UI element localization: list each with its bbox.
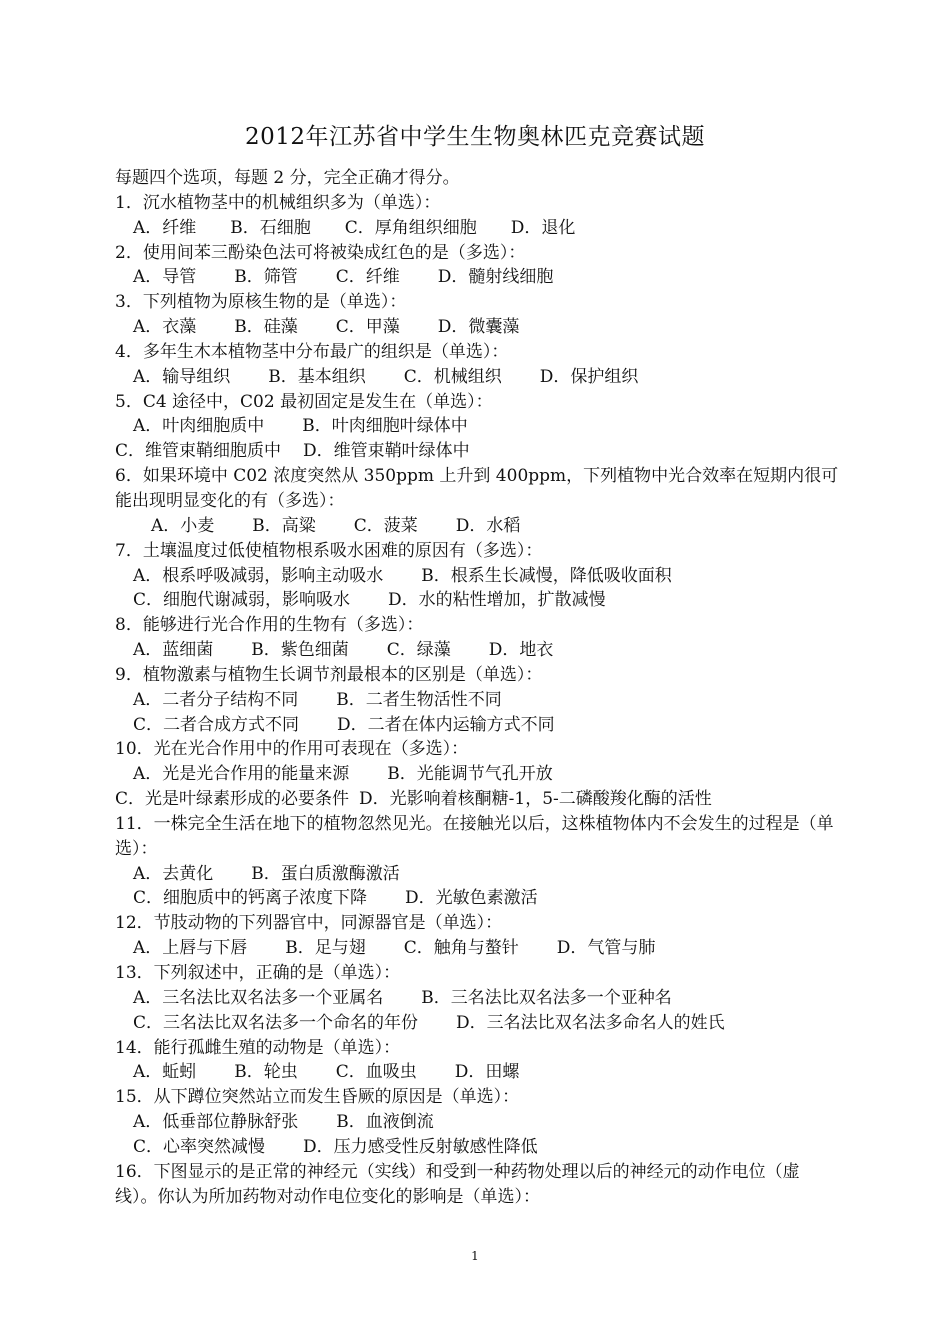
option-c: C．绿藻 [386, 640, 451, 661]
option-d: D．维管束鞘叶绿体中 [303, 441, 470, 462]
option-b: B．光能调节气孔开放 [387, 764, 553, 785]
question-9-options-row1 [115, 688, 840, 713]
option-c: C．血吸虫 [335, 1062, 417, 1083]
option-c: C．光是叶绿素形成的必要条件 [115, 789, 350, 810]
option-c: C．菠菜 [353, 515, 418, 536]
question-11-options-row2 [115, 886, 840, 911]
question-12-options [115, 936, 840, 961]
question-8-options [115, 638, 840, 663]
option-b: B．三名法比双名法多一个亚种名 [421, 987, 672, 1008]
question-3-options [115, 315, 840, 340]
question-4-options [115, 365, 840, 390]
question-2-options [115, 265, 840, 290]
option-a: A．衣藻 [133, 317, 197, 338]
question-15-options-row1 [115, 1110, 840, 1135]
option-d: D．光影响着核酮糖-1，5-二磷酸羧化酶的活性 [359, 789, 712, 810]
option-c: C．心率突然减慢 [133, 1136, 266, 1157]
option-c: C．维管束鞘细胞质中 [115, 441, 282, 462]
question-13-options-row1 [115, 986, 840, 1011]
option-b: B．基本组织 [268, 366, 366, 387]
option-a: A．光是光合作用的能量来源 [133, 764, 350, 785]
option-b: B．足与翅 [285, 938, 366, 959]
option-d: D．髓射线细胞 [437, 267, 554, 288]
question-8-stem: 8．能够进行光合作用的生物有（多选）： [115, 615, 424, 636]
question-4-stem: 4．多年生木本植物茎中分布最广的组织是（单选）： [115, 341, 509, 362]
question-5-options-row1 [115, 414, 840, 439]
option-a: A．蚯蚓 [133, 1062, 197, 1083]
question-14-stem: 14．能行孤雌生殖的动物是（单选）： [115, 1037, 401, 1058]
question-10-stem: 10．光在光合作用中的作用可表现在（多选）： [115, 739, 469, 760]
intro-text: 每题四个选项，每题 2 分，完全正确才得分。 [115, 168, 460, 188]
option-a: A．导管 [133, 267, 197, 288]
question-list [115, 166, 840, 1209]
option-c: C．机械组织 [403, 366, 502, 387]
option-a: A．纤维 [133, 217, 197, 238]
option-c: C．细胞质中的钙离子浓度下降 [133, 888, 368, 909]
option-d: D．气管与肺 [556, 938, 656, 959]
option-d: D．光敏色素激活 [405, 888, 538, 909]
option-d: D．二者在体内运输方式不同 [337, 714, 555, 735]
option-d: D．保护组织 [539, 366, 639, 387]
question-5-options-row2 [115, 439, 840, 464]
question-2-stem: 2．使用间苯三酚染色法可将被染成红色的是（多选）： [115, 242, 526, 263]
option-d: D．三名法比双名法多命名人的姓氏 [456, 1012, 725, 1033]
option-c: C．二者合成方式不同 [133, 714, 300, 735]
question-11-stem: 11．一株完全生活在地下的植物忽然见光。在接触光以后，这株植物体内不会发生的过程是（单选）： [115, 813, 834, 859]
option-c: C．甲藻 [335, 317, 400, 338]
option-b: B．血液倒流 [336, 1112, 434, 1133]
option-d: D．水的粘性增加，扩散减慢 [388, 590, 606, 611]
option-a: A．小麦 [151, 515, 215, 536]
question-13-stem: 13．下列叙述中，正确的是（单选）： [115, 963, 401, 983]
question-13-options-row2 [115, 1011, 840, 1036]
option-c: C．触角与螯针 [403, 938, 519, 959]
option-a: A．蓝细菌 [133, 640, 214, 661]
option-a: A．根系呼吸减弱，影响主动吸水 [133, 565, 384, 586]
question-9-options-row2 [115, 713, 840, 738]
option-c: C．纤维 [335, 267, 400, 288]
option-d: D．微囊藻 [437, 317, 520, 338]
option-d: D．退化 [510, 217, 576, 238]
option-d: D．水稻 [455, 515, 521, 536]
question-11-options-row1 [115, 862, 840, 887]
question-5-stem: 5．C4 途径中，C02 最初固定是发生在（单选）： [115, 391, 493, 412]
question-10-options-row2 [115, 787, 840, 812]
option-a: A．去黄化 [133, 863, 214, 884]
option-a: A．二者分子结构不同 [133, 689, 299, 710]
question-12-stem: 12．节肢动物的下列器官中，同源器官是（单选）： [115, 913, 503, 934]
question-9-stem: 9．植物激素与植物生长调节剂最根本的区别是（单选）： [115, 664, 543, 685]
question-16-stem: 16．下图显示的是正常的神经元（实线）和受到一种药物处理以后的神经元的动作电位（虚线）。你认为所加药物对动作电位变化的影响是（单选）： [115, 1161, 800, 1207]
option-b: B．蛋白质激酶激活 [251, 863, 400, 884]
option-a: A．叶肉细胞质中 [133, 416, 265, 437]
option-c: C．厚角组织细胞 [344, 217, 477, 238]
question-14-options [115, 1060, 840, 1085]
question-7-stem: 7．土壤温度过低使植物根系吸水困难的原因有（多选）： [115, 540, 543, 561]
question-10-options-row1 [115, 762, 840, 787]
question-1-stem: 1．沉水植物茎中的机械组织多为（单选）： [115, 192, 441, 213]
option-d: D．地衣 [488, 640, 554, 661]
option-c: C．三名法比双名法多一个命名的年份 [133, 1012, 419, 1033]
option-a: A．三名法比双名法多一个亚属名 [133, 987, 384, 1008]
option-a: A．低垂部位静脉舒张 [133, 1112, 299, 1133]
question-1-options [115, 216, 840, 241]
question-7-options-row2 [115, 588, 840, 613]
question-6-options [115, 514, 840, 539]
question-3-stem: 3．下列植物为原核生物的是（单选）： [115, 292, 407, 313]
option-b: B．筛管 [234, 267, 298, 288]
question-7-options-row1 [115, 564, 840, 589]
option-b: B．叶肉细胞叶绿体中 [302, 416, 468, 437]
option-a: A．上唇与下唇 [133, 938, 248, 959]
option-b: B．硅藻 [234, 317, 298, 338]
option-b: B．根系生长减慢，降低吸收面积 [421, 565, 672, 586]
page-title: 2012年江苏省中学生生物奥林匹克竞赛试题 [244, 124, 706, 150]
page-number: 1 [471, 1249, 479, 1263]
option-b: B．石细胞 [230, 217, 311, 238]
question-15-stem: 15．从下蹲位突然站立而发生昏厥的原因是（单选）： [115, 1087, 520, 1108]
option-d: D．田螺 [454, 1062, 520, 1083]
option-a: A．输导组织 [133, 366, 231, 387]
option-c: C．细胞代谢减弱，影响吸水 [133, 590, 351, 611]
question-6-stem: 6．如果环境中 C02 浓度突然从 350ppm 上升到 400ppm，下列植物中光合效率在短期内很可能出现明显变化的有（多选）： [115, 466, 839, 511]
option-d: D．压力感受性反射敏感性降低 [303, 1136, 538, 1157]
option-b: B．二者生物活性不同 [336, 689, 502, 710]
option-b: B．轮虫 [234, 1062, 298, 1083]
option-b: B．紫色细菌 [251, 640, 349, 661]
option-b: B．高粱 [252, 515, 316, 536]
question-15-options-row2 [115, 1135, 840, 1160]
